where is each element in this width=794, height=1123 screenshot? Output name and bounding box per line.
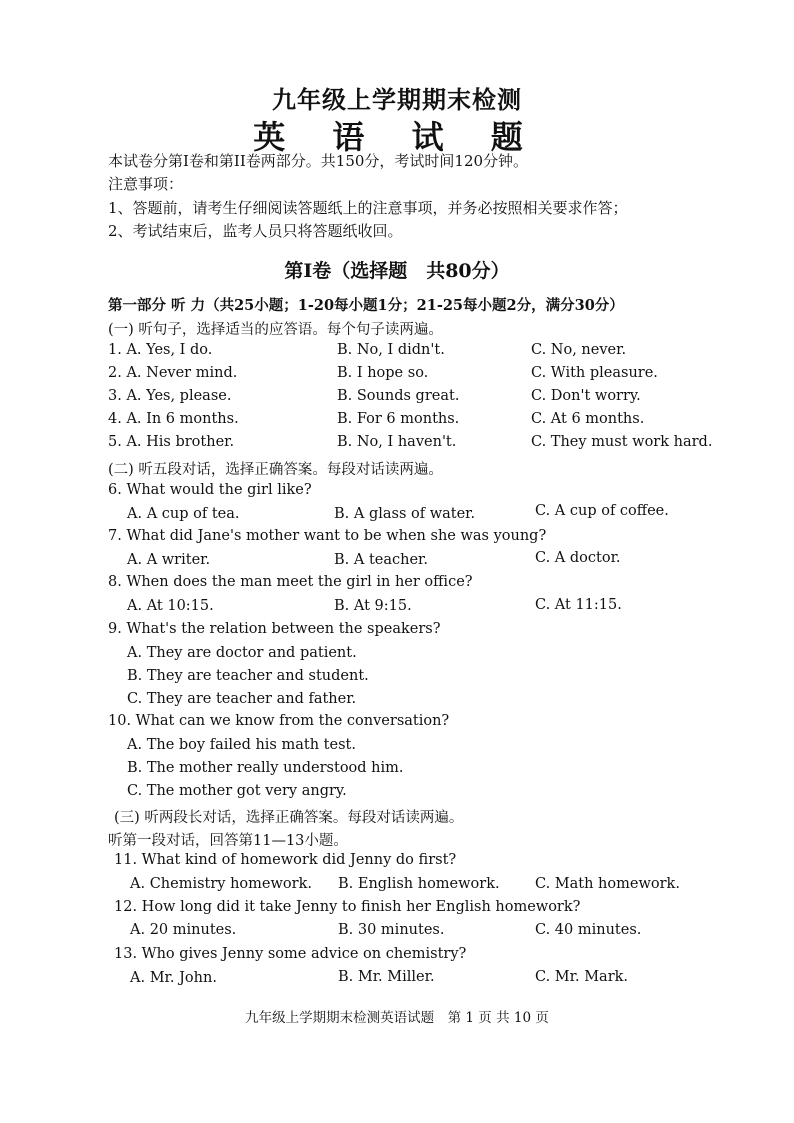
option-c: C. They are teacher and father. — [127, 691, 357, 707]
option-b: B. They are teacher and student. — [127, 668, 369, 684]
option-b: B. At 9:15. — [334, 598, 412, 614]
option-b: B. No, I didn't. — [337, 342, 445, 358]
option-a: 1. A. Yes, I do. — [108, 342, 213, 358]
subsection-note: 听第一段对话，回答第11—13小题。 — [108, 833, 348, 849]
question: 10. What can we know from the conversation? — [108, 713, 450, 729]
question: 11. What kind of homework did Jenny do first? — [114, 852, 457, 868]
option-c: C. At 11:15. — [535, 597, 622, 613]
subsection-heading: (二) 听五段对话，选择正确答案。每段对话读两遍。 — [108, 462, 443, 478]
option-c: C. Mr. Mark. — [535, 969, 629, 985]
option-b: B. English homework. — [338, 876, 500, 892]
question: 7. What did Jane's mother want to be when she was young? — [108, 528, 547, 544]
subsection-heading: (一) 听句子，选择适当的应答语。每个句子读两遍。 — [108, 322, 443, 338]
option-a: A. The boy failed his math test. — [127, 737, 356, 753]
question: 6. What would the girl like? — [108, 482, 312, 498]
option-c: C. The mother got very angry. — [127, 783, 347, 799]
intro-line: 1、答题前，请考生仔细阅读答题纸上的注意事项，并务必按照相关要求作答； — [108, 199, 628, 217]
option-c: C. No, never. — [531, 342, 627, 358]
exam-title: 九年级上学期期末检测 — [272, 85, 522, 114]
option-c: C. 40 minutes. — [535, 922, 642, 938]
question: 13. Who gives Jenny some advice on chemistry? — [114, 946, 467, 962]
option-b: B. 30 minutes. — [338, 922, 445, 938]
option-b: B. No, I haven't. — [337, 434, 457, 450]
section-title: 第I卷（选择题 共80分） — [284, 260, 510, 282]
option-b: B. The mother really understood him. — [127, 760, 404, 776]
option-b: B. Sounds great. — [337, 388, 460, 404]
option-b: B. For 6 months. — [337, 411, 460, 427]
option-a: A. Chemistry homework. — [130, 876, 312, 892]
intro-line: 本试卷分第I卷和第II卷两部分。共150分，考试时间120分钟。 — [108, 152, 529, 170]
option-a: A. They are doctor and patient. — [127, 645, 357, 661]
option-b: B. A teacher. — [334, 552, 428, 568]
option-a: 4. A. In 6 months. — [108, 411, 239, 427]
option-a: 5. A. His brother. — [108, 434, 235, 450]
option-b: B. A glass of water. — [334, 506, 476, 522]
option-b: B. Mr. Miller. — [338, 969, 435, 985]
option-c: C. At 6 months. — [531, 411, 645, 427]
intro-line: 2、考试结束后，监考人员只将答题纸收回。 — [108, 222, 403, 240]
question: 9. What's the relation between the speakers? — [108, 621, 441, 637]
option-a: 2. A. Never mind. — [108, 365, 238, 381]
option-a: A. At 10:15. — [127, 598, 214, 614]
option-a: A. 20 minutes. — [130, 922, 237, 938]
option-c: C. A doctor. — [535, 550, 621, 566]
option-b: B. I hope so. — [337, 365, 429, 381]
option-c: C. Math homework. — [535, 876, 680, 892]
option-a: A. A cup of tea. — [127, 506, 240, 522]
option-c: C. A cup of coffee. — [535, 503, 669, 519]
option-a: 3. A. Yes, please. — [108, 388, 232, 404]
part-heading: 第一部分 听 力（共25小题；1-20每小题1分；21-25每小题2分，满分30分） — [108, 297, 624, 314]
option-c: C. With pleasure. — [531, 365, 658, 381]
question: 12. How long did it take Jenny to finish her English homework? — [114, 899, 581, 915]
option-a: A. Mr. John. — [130, 970, 217, 986]
subsection-heading: (三) 听两段长对话，选择正确答案。每段对话读两遍。 — [114, 810, 464, 826]
question: 8. When does the man meet the girl in her office? — [108, 574, 473, 590]
option-a: A. A writer. — [127, 552, 211, 568]
option-c: C. They must work hard. — [531, 434, 713, 450]
intro-line: 注意事项： — [108, 175, 184, 193]
page-footer: 九年级上学期期末检测英语试题 第 1 页 共 10 页 — [245, 1010, 549, 1026]
subject-title: 英 语 试 题 — [253, 118, 541, 156]
option-c: C. Don't worry. — [531, 388, 641, 404]
